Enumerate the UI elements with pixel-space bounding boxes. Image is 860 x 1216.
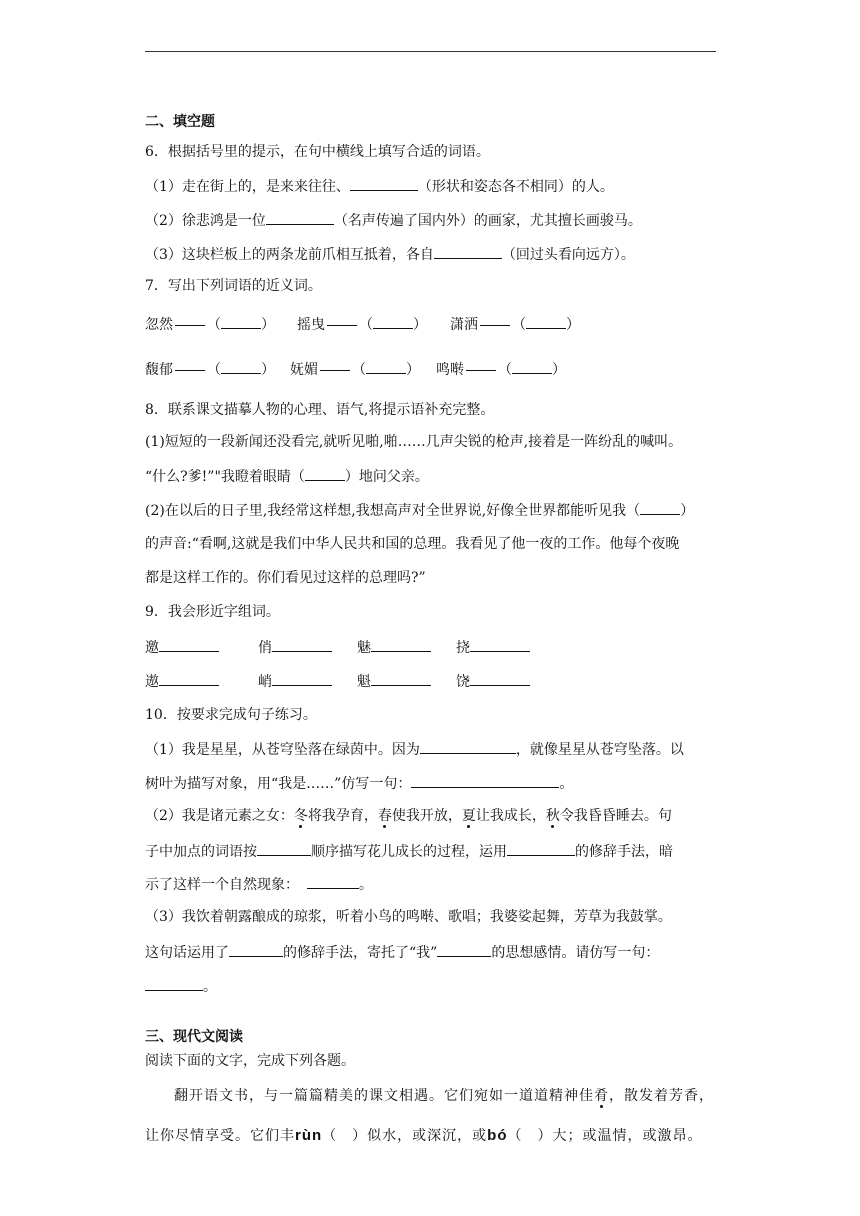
char-blank[interactable] xyxy=(470,670,530,686)
q8-1-text-a: “什么?爹!”"我瞪着眼睛（ xyxy=(145,469,305,485)
char-blank[interactable] xyxy=(470,636,530,652)
q10-3-blank-1[interactable] xyxy=(229,941,283,957)
char-blank[interactable] xyxy=(272,670,332,686)
reading-passage-line2 xyxy=(145,1126,703,1146)
dash xyxy=(320,370,350,371)
q6-2-text-b: （名声传遍了国内外）的画家，尤其擅长画骏马。 xyxy=(333,213,642,229)
char: 饶 xyxy=(456,674,470,690)
char-item xyxy=(456,636,530,658)
header-rule xyxy=(145,51,716,52)
char: 魁 xyxy=(357,674,371,690)
reading-passage-line1 xyxy=(174,1086,714,1106)
dotted-word: 夏 xyxy=(461,808,476,824)
synonym-word: 鸣啭 xyxy=(436,362,464,378)
char: 邀 xyxy=(145,640,159,656)
question-10-item-3-line3 xyxy=(145,975,217,997)
q6-3-text-a: （3）这块栏板上的两条龙前爪相互抵着，各自 xyxy=(145,247,434,263)
dash xyxy=(175,370,205,371)
pinyin-run: rùn xyxy=(295,1127,323,1144)
q10-2-text: 让我成长， xyxy=(475,808,546,824)
question-7-stem: 7．写出下列词语的近义词。 xyxy=(145,278,322,294)
question-10-item-3-line2 xyxy=(145,941,659,963)
char-blank[interactable] xyxy=(272,636,332,652)
q8-2-text-b: ） xyxy=(680,503,695,519)
q10-1-text-d: 。 xyxy=(559,776,574,792)
char-item xyxy=(145,670,219,692)
char-item xyxy=(258,670,332,692)
char-item xyxy=(357,636,431,658)
q8-2-blank[interactable] xyxy=(640,500,680,515)
synonym-word: 摇曳 xyxy=(297,317,325,333)
q8-2-text-a: (2)在以后的日子里,我经常这样想,我想高声对全世界说,好像全世界都能听见我（ xyxy=(145,503,641,519)
char-blank[interactable] xyxy=(159,636,219,652)
q10-2-text-d: 示了这样一个自然现象： xyxy=(145,877,299,893)
synonym-word: 妩媚 xyxy=(290,362,318,378)
q10-3-text-a: 这句话运用了 xyxy=(145,945,229,961)
synonym-word: 忽然 xyxy=(145,317,173,333)
question-8-p2-line2: 的声音:“看啊,这就是我们中华人民共和国的总理。我看见了他一夜的工作。他每个夜晚 xyxy=(145,536,680,552)
char-item xyxy=(456,670,530,692)
q10-2-blank-2[interactable] xyxy=(507,840,575,856)
synonym-item-1: 忽然 （ ） xyxy=(145,314,275,335)
q8-1-text-b: ）地问父亲。 xyxy=(344,469,429,485)
q10-2-blank-3[interactable] xyxy=(307,873,359,889)
question-10-item-3-line1: （3）我饮着朝露酿成的琼浆，听着小鸟的鸣啭、歌唱；我婆娑起舞，芳草为我鼓掌。 xyxy=(145,909,672,925)
q10-3-text-b: 的修辞手法，寄托了“我” xyxy=(283,945,438,961)
synonym-blank[interactable] xyxy=(221,314,261,329)
question-10-item-2-line1 xyxy=(145,806,672,826)
q10-2-blank-1[interactable] xyxy=(257,840,311,856)
dash xyxy=(466,370,496,371)
q10-2-text-c: 的修辞手法，暗 xyxy=(575,844,673,860)
synonym-item-5: 妩媚 （ ） xyxy=(290,359,420,380)
q10-2-text-a: 子中加点的词语按 xyxy=(145,844,257,860)
question-6-item-2 xyxy=(145,209,642,231)
q6-3-blank[interactable] xyxy=(434,243,502,259)
synonym-blank[interactable] xyxy=(512,359,552,374)
synonym-item-3: 潇洒 （ ） xyxy=(450,314,580,335)
synonym-word: 潇洒 xyxy=(450,317,478,333)
question-8-stem: 8．联系课文描摹人物的心理、语气,将提示语补充完整。 xyxy=(145,402,495,418)
synonym-blank[interactable] xyxy=(526,314,566,329)
q10-1-blank-2[interactable] xyxy=(411,772,559,788)
synonym-item-4: 馥郁 （ ） xyxy=(145,359,275,380)
dash xyxy=(327,325,357,326)
question-10-stem: 10．按要求完成句子练习。 xyxy=(145,707,317,723)
dotted-word: 秋 xyxy=(545,808,560,824)
q10-2-text-e: 。 xyxy=(359,877,373,893)
passage-text: 让你尽情享受。它们丰 xyxy=(145,1128,295,1144)
char-blank[interactable] xyxy=(159,670,219,686)
q6-3-text-b: （回过头看向远方）。 xyxy=(501,247,635,263)
dotted-word: 冬 xyxy=(293,808,308,824)
char: 挠 xyxy=(456,640,470,656)
q10-3-text-d: 。 xyxy=(203,979,217,995)
char-item xyxy=(145,636,219,658)
char-blank[interactable] xyxy=(371,636,431,652)
question-8-p2-line1 xyxy=(145,500,694,521)
question-10-item-2-line2 xyxy=(145,840,673,862)
char-item xyxy=(357,670,431,692)
q10-1-text-b: ，就像星星从苍穹坠落。以 xyxy=(515,742,684,758)
q8-1-blank[interactable] xyxy=(305,466,345,481)
question-6-item-1 xyxy=(145,175,614,197)
synonym-item-2: 摇曳 （ ） xyxy=(297,314,427,335)
q10-1-text-a: （1）我是星星，从苍穹坠落在绿茵中。因为 xyxy=(145,742,420,758)
dotted-word: 春 xyxy=(377,808,392,824)
question-10-item-1-line2 xyxy=(145,772,573,794)
q6-2-text-a: （2）徐悲鸿是一位 xyxy=(145,213,266,229)
char: 俏 xyxy=(258,640,272,656)
q10-3-text-c: 的思想感情。请仿写一句： xyxy=(491,945,660,961)
section-heading-reading: 三、现代文阅读 xyxy=(145,1029,243,1045)
q6-2-blank[interactable] xyxy=(266,209,334,225)
q6-1-blank[interactable] xyxy=(350,175,418,191)
q10-1-blank-1[interactable] xyxy=(420,738,516,754)
q10-3-blank-3[interactable] xyxy=(145,975,203,991)
reading-intro: 阅读下面的文字，完成下列各题。 xyxy=(145,1053,355,1069)
dash xyxy=(175,325,205,326)
q6-1-text-a: （1）走在街上的，是来来往往、 xyxy=(145,179,350,195)
char: 峭 xyxy=(258,674,272,690)
dash xyxy=(480,325,510,326)
passage-text: （ ）似水，或深沉，或 xyxy=(322,1128,488,1144)
synonym-item-6: 鸣啭 （ ） xyxy=(436,359,566,380)
section-heading-fill-in: 二、填空题 xyxy=(145,114,215,130)
q10-2-text: 令我昏昏睡去。句 xyxy=(559,808,672,824)
passage-text: 翻开语文书，与一篇篇精美的课文相遇。它们宛如一道道精神佳 xyxy=(174,1088,594,1104)
q10-1-text-c: 树叶为描写对象，用“我是……”仿写一句： xyxy=(145,776,412,792)
synonym-word: 馥郁 xyxy=(145,362,173,378)
question-8-p1-line2 xyxy=(145,466,429,487)
char-item xyxy=(258,636,332,658)
q10-2-text-b: 顺序描写花儿成长的过程，运用 xyxy=(311,844,507,860)
question-6-item-3 xyxy=(145,243,635,265)
dotted-word: 肴 xyxy=(594,1088,609,1104)
question-6-stem: 6．根据括号里的提示，在句中横线上填写合适的词语。 xyxy=(145,144,490,160)
q10-3-blank-2[interactable] xyxy=(437,941,491,957)
question-8-p1-line1: (1)短短的一段新闻还没看完,就听见啪,啪……几声尖锐的枪声,接着是一阵纷乱的喊叫。 xyxy=(145,434,683,450)
char: 魅 xyxy=(357,640,371,656)
synonym-blank[interactable] xyxy=(366,359,406,374)
passage-text: （ ）大；或温情，或激昂。 xyxy=(507,1128,703,1144)
synonym-blank[interactable] xyxy=(373,314,413,329)
q10-2-text: 使我开放， xyxy=(391,808,462,824)
question-10-item-1-line1 xyxy=(145,738,684,760)
char-blank[interactable] xyxy=(371,670,431,686)
passage-text: ，散发着芳香， xyxy=(609,1088,714,1104)
question-9-stem: 9．我会形近字组词。 xyxy=(145,604,280,620)
question-8-p2-line3: 都是这样工作的。你们看见过这样的总理吗?” xyxy=(145,570,426,586)
q10-2-text: 将我孕育， xyxy=(307,808,378,824)
q6-1-text-b: （形状和姿态各不相同）的人。 xyxy=(417,179,614,195)
char: 遨 xyxy=(145,674,159,690)
question-10-item-2-line3 xyxy=(145,873,373,895)
pinyin-bo: bó xyxy=(487,1127,508,1144)
synonym-blank[interactable] xyxy=(221,359,261,374)
q10-2-text: （2）我是诸元素之女： xyxy=(145,808,294,824)
